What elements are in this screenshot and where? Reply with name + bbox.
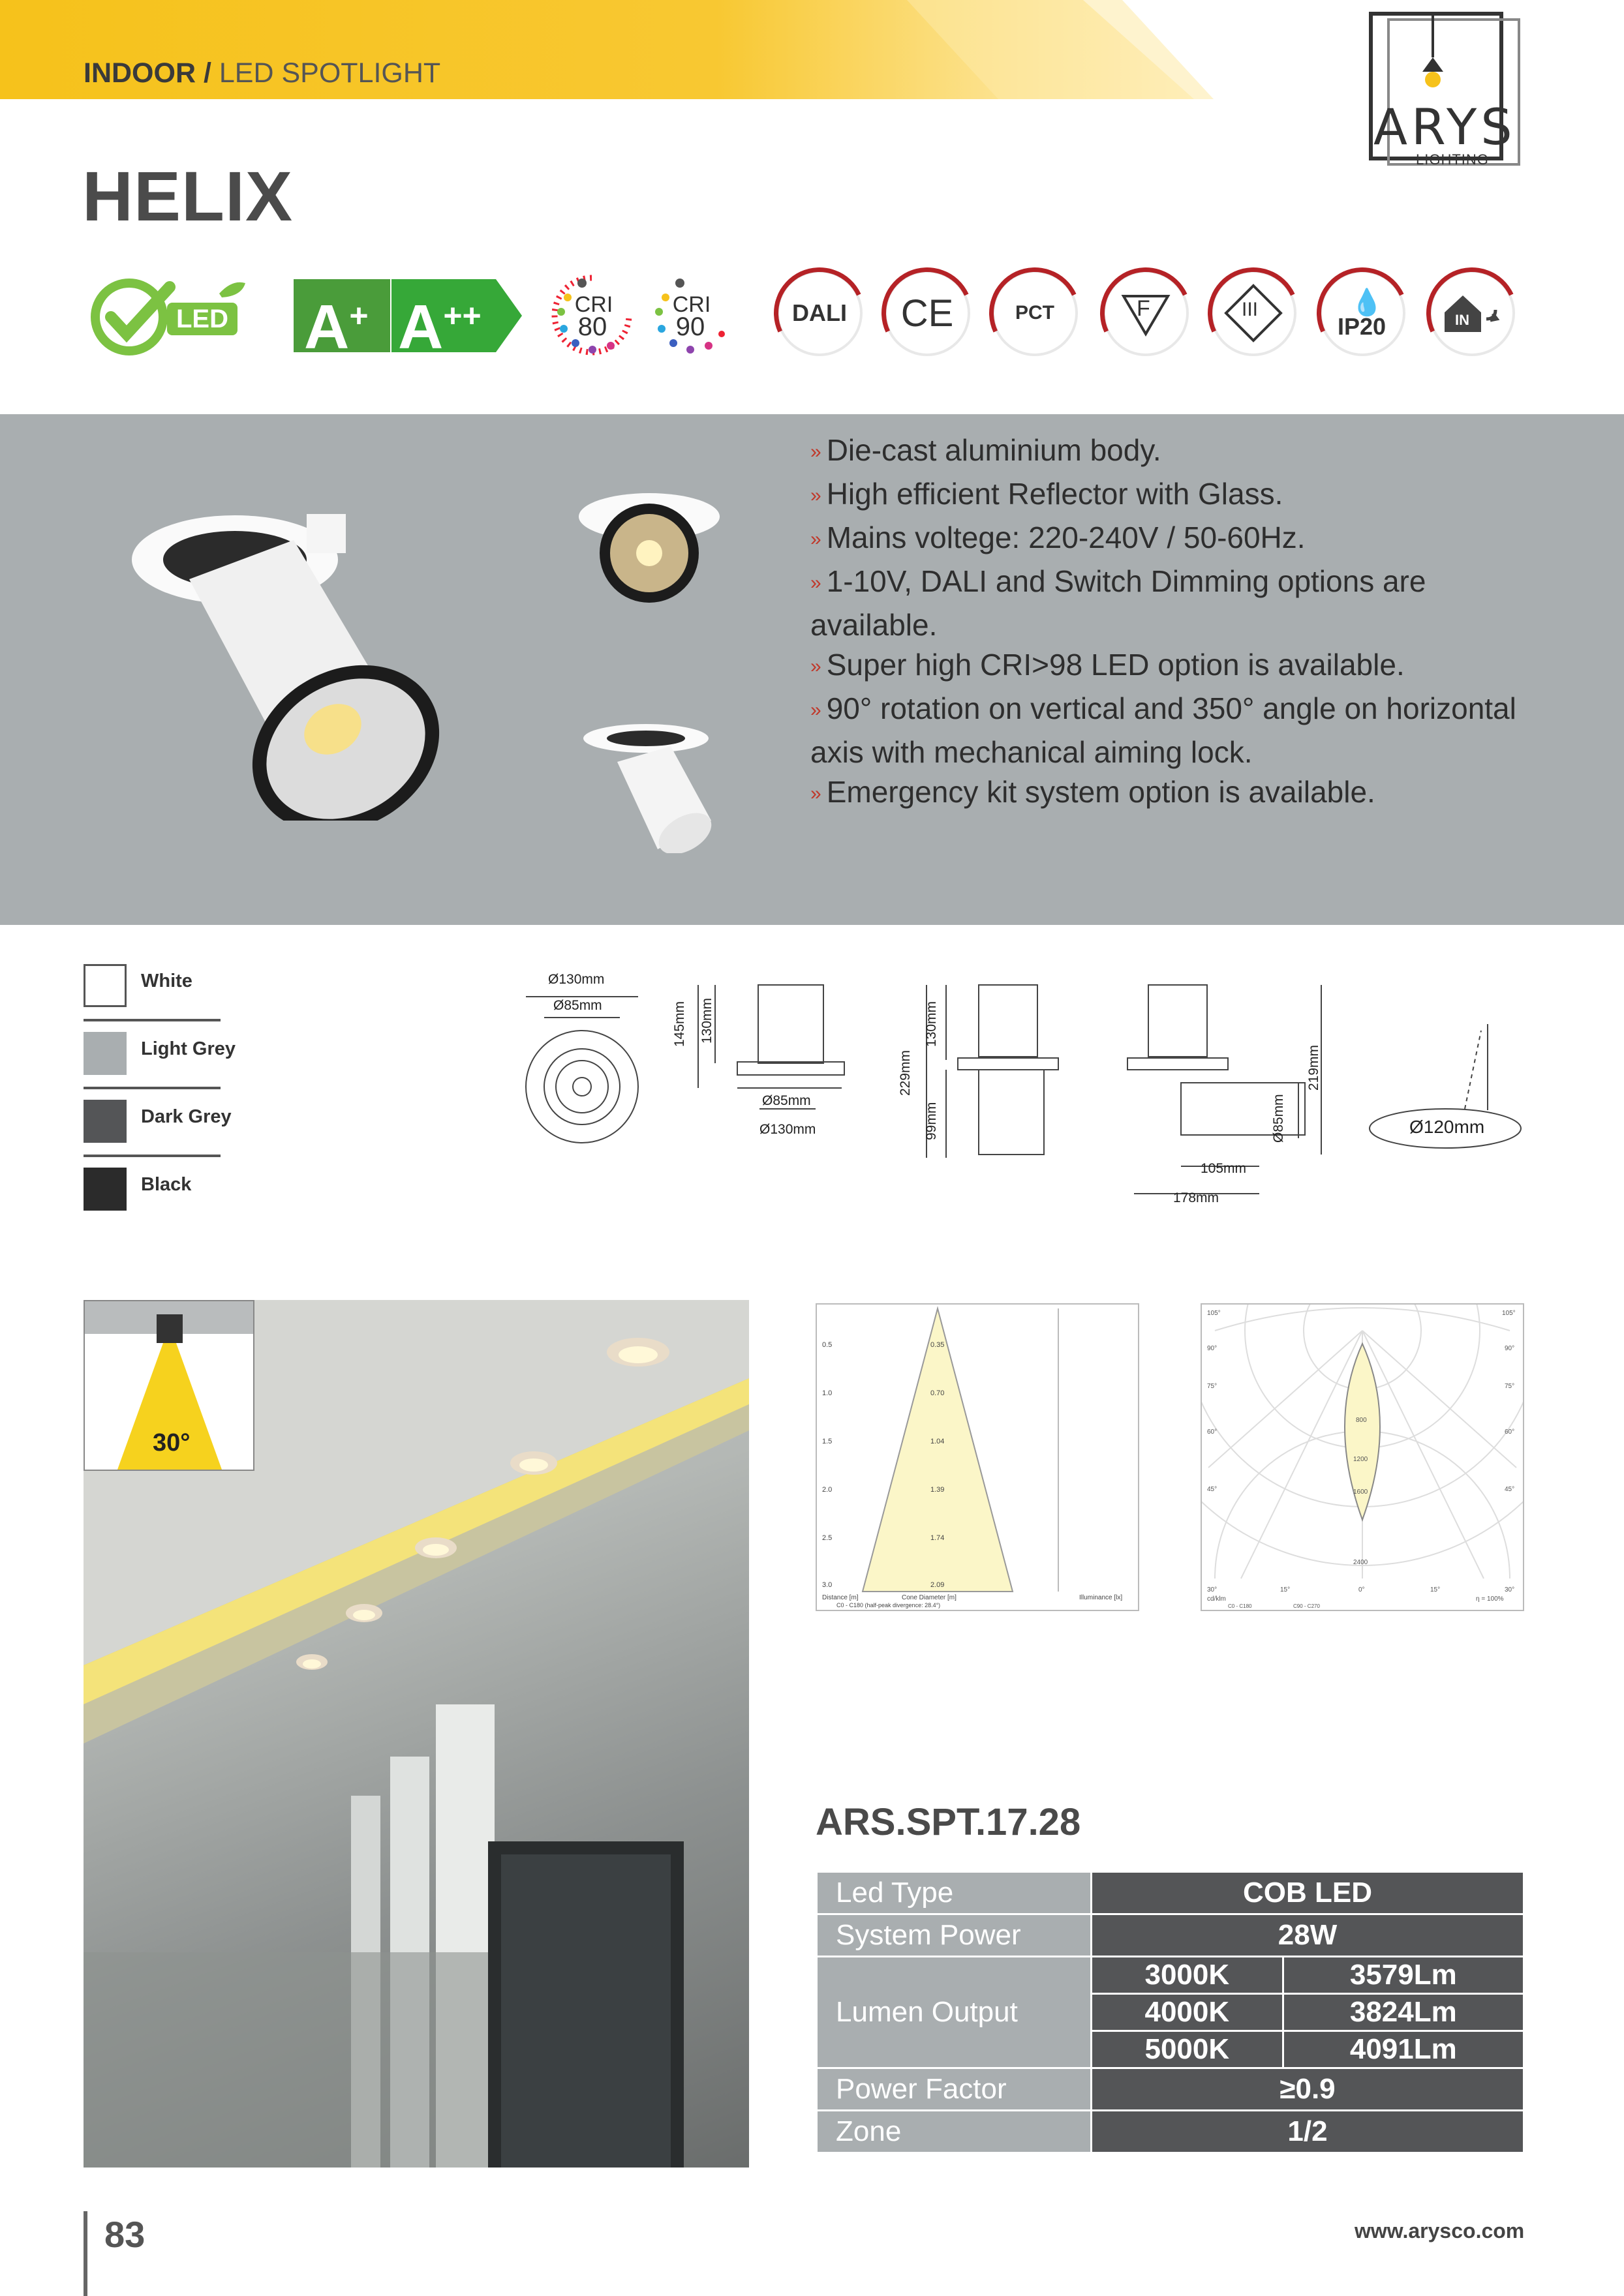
energy-a-plusplus (398, 280, 482, 363)
polar-ring: 1600 (1353, 1488, 1368, 1496)
energy-a-plus (304, 280, 369, 363)
polar-angle: 105° (1502, 1310, 1516, 1317)
feature-item: » High efficient Reflector with Glass. (810, 477, 1283, 511)
ip20-icon (1319, 270, 1405, 356)
spec-value: COB LED (1092, 1872, 1524, 1914)
feature-text: Mains voltege: 220-240V / 50-60Hz. (826, 521, 1306, 554)
cri-80-value: 80 (577, 312, 607, 341)
website-link[interactable]: www.arysco.com (1355, 2219, 1525, 2243)
dim-w105: 105mm (1201, 1161, 1247, 1176)
spec-lumen: 3579Lm (1283, 1957, 1524, 1994)
cone-mid-label: Cone Diameter [m] (902, 1594, 957, 1601)
logo-sub: LIGHTING (1416, 151, 1489, 168)
spec-key: Led Type (817, 1872, 1092, 1914)
polar-diagram (1201, 1303, 1524, 1611)
product-image-main (130, 501, 496, 821)
cone-diameter: 1.39 (930, 1486, 945, 1494)
dali-icon (776, 270, 863, 356)
dim-d130: Ø130mm (548, 972, 605, 987)
cone-diagram (816, 1303, 1139, 1611)
cri-80-icon (548, 271, 636, 359)
spec-cct: 5000K (1092, 2031, 1283, 2068)
spec-key: Power Factor (817, 2068, 1092, 2111)
dim-h145: 145mm (672, 1001, 687, 1047)
beam-angle-box (84, 1300, 254, 1471)
spec-key: Lumen Output (817, 1957, 1092, 2068)
polar-angle: 45° (1505, 1486, 1515, 1493)
table-row (817, 2068, 1524, 2111)
spec-lumen: 4091Lm (1283, 2031, 1524, 2068)
features-list (810, 430, 1548, 816)
spec-value: ≥0.9 (1092, 2068, 1524, 2111)
color-swatch-light-grey (84, 1032, 127, 1075)
dali-label: DALI (792, 299, 847, 326)
color-swatch-white (84, 964, 127, 1007)
polar-angle: 30° (1207, 1586, 1218, 1594)
f-mark-label: F (1137, 296, 1150, 321)
spec-cct: 4000K (1092, 1994, 1283, 2031)
cone-diameter: 0.35 (930, 1341, 945, 1349)
category-main: INDOOR / (84, 57, 211, 89)
cone-distance: 1.5 (822, 1438, 833, 1445)
dim-d85-vertical: Ø85mm (1271, 1094, 1286, 1143)
color-label-dark-grey: Dark Grey (141, 1106, 232, 1127)
dim-d85: Ø85mm (553, 998, 602, 1013)
feature-item: » 1-10V, DALI and Switch Dimming options are available. (810, 564, 1426, 642)
cone-xlabel: Distance [m] (822, 1594, 859, 1601)
feature-item: » Emergency kit system option is available. (810, 775, 1375, 809)
cone-diameter: 0.70 (930, 1389, 945, 1397)
cone-distance: 3.0 (822, 1581, 833, 1589)
category-sub: LED SPOTLIGHT (219, 57, 441, 89)
energy-a-pp-sup: ++ (443, 297, 482, 334)
spec-value: 28W (1092, 1914, 1524, 1957)
indoor-icon (1429, 270, 1515, 356)
product-code: ARS.SPT.17.28 (816, 1801, 1081, 1843)
polar-ring: 1200 (1353, 1456, 1368, 1463)
product-image-side (581, 723, 724, 853)
cri-80-label: CRI (574, 292, 613, 317)
feature-text: Super high CRI>98 LED option is available. (826, 648, 1405, 682)
indoor-label: IN (1455, 312, 1469, 328)
feature-text: Emergency kit system option is available. (826, 775, 1375, 809)
table-row (817, 2111, 1524, 2153)
polar-angle: 75° (1207, 1383, 1218, 1390)
polar-angle: 60° (1505, 1428, 1515, 1436)
feature-item: » 90° rotation on vertical and 350° angle on horizontal axis with mechanical aiming lock. (810, 691, 1516, 769)
led-badge-icon (89, 274, 258, 359)
dim-h130b: 130mm (924, 1001, 939, 1047)
feature-text: High efficient Reflector with Glass. (826, 477, 1283, 511)
eac-pct-icon (992, 270, 1078, 356)
polar-angle: 15° (1280, 1586, 1291, 1594)
cone-distance: 1.0 (822, 1389, 833, 1397)
polar-angle: 90° (1505, 1345, 1515, 1352)
spec-key: System Power (817, 1914, 1092, 1957)
dim-h219: 219mm (1306, 1044, 1321, 1091)
spec-key: Zone (817, 2111, 1092, 2153)
cri-90-label: CRI (672, 292, 711, 317)
eac-label: PCT (1015, 302, 1054, 324)
polar-angle: 105° (1207, 1310, 1221, 1317)
drop-icon: 💧 (1351, 288, 1383, 317)
f-mark-icon (1103, 270, 1189, 356)
page-marker (84, 2211, 87, 2296)
spec-lumen: 3824Lm (1283, 1994, 1524, 2031)
polar-legend: C0 - C180 (1228, 1603, 1252, 1609)
spec-cct: 3000K (1092, 1957, 1283, 1994)
ip-label: IP20 (1338, 313, 1387, 340)
energy-a-plus-sup: + (349, 297, 369, 334)
divider (84, 1019, 221, 1021)
product-title: HELIX (82, 157, 294, 235)
feature-text: 90° rotation on vertical and 350° angle on horizontal axis with mechanical aiming lock. (810, 691, 1516, 769)
cri-90-value: 90 (675, 312, 705, 341)
product-image-front (574, 491, 724, 608)
house-icon (1441, 290, 1503, 336)
polar-angle: 30° (1505, 1586, 1515, 1594)
dim-h130: 130mm (699, 997, 714, 1044)
polar-unit: cd/klm (1207, 1595, 1226, 1603)
polar-ring: 2400 (1353, 1559, 1368, 1566)
color-label-light-grey: Light Grey (141, 1038, 236, 1059)
cone-distance: 0.5 (822, 1341, 833, 1349)
polar-legend: C90 - C270 (1293, 1603, 1320, 1609)
ce-icon (884, 270, 970, 356)
logo-name: ARYS (1373, 98, 1516, 156)
spec-table (816, 1871, 1525, 2154)
table-row (817, 1914, 1524, 1957)
cone-legend: C0 - C180 (half-peak divergence: 28.4°) (836, 1602, 941, 1609)
polar-angle: 45° (1207, 1486, 1218, 1493)
color-label-black: Black (141, 1174, 192, 1195)
table-row (817, 1957, 1524, 1994)
dim-b85: Ø85mm (762, 1093, 811, 1108)
polar-angle: 15° (1430, 1586, 1441, 1594)
color-label-white: White (141, 971, 192, 991)
class-3-icon (1210, 270, 1296, 356)
table-row (817, 1872, 1524, 1914)
energy-a-pp-letter: A (398, 292, 444, 362)
cone-diameter: 1.74 (930, 1534, 945, 1542)
polar-efficiency: η = 100% (1476, 1595, 1504, 1603)
color-swatch-black (84, 1168, 127, 1211)
feature-item: » Mains voltege: 220-240V / 50-60Hz. (810, 521, 1306, 554)
energy-a-plus-letter: A (304, 292, 350, 362)
feature-item: » Super high CRI>98 LED option is available. (810, 648, 1405, 682)
dim-w178: 178mm (1173, 1190, 1219, 1205)
dim-h229: 229mm (898, 1050, 913, 1096)
category-breadcrumb (84, 57, 440, 89)
beam-angle-label: 30° (153, 1429, 191, 1457)
dim-cutout: Ø120mm (1409, 1117, 1485, 1137)
feature-text: Die-cast aluminium body. (826, 433, 1161, 467)
dim-b130: Ø130mm (759, 1122, 816, 1137)
led-badge-text: LED (176, 305, 228, 333)
cone-diameter: 2.09 (930, 1581, 945, 1589)
feature-item: » Die-cast aluminium body. (810, 433, 1161, 467)
page-number: 83 (104, 2214, 146, 2255)
class-3-label: III (1242, 299, 1259, 320)
ce-label: CE (900, 292, 954, 335)
polar-angle: 90° (1207, 1345, 1218, 1352)
cone-distance: 2.5 (822, 1534, 833, 1542)
polar-angle: 0° (1358, 1586, 1365, 1594)
cone-diagram-svg (817, 1305, 1138, 1610)
color-swatch-dark-grey (84, 1100, 127, 1143)
dim-h99: 99mm (924, 1102, 939, 1140)
cone-diameter: 1.04 (930, 1438, 945, 1445)
polar-angle: 75° (1505, 1383, 1515, 1390)
divider (84, 1087, 221, 1089)
cone-right-label: Illuminance [lx] (1079, 1594, 1123, 1601)
polar-angle: 60° (1207, 1428, 1218, 1436)
polar-ring: 800 (1356, 1417, 1367, 1424)
feature-text: 1-10V, DALI and Switch Dimming options are available. (810, 564, 1426, 642)
divider (84, 1155, 221, 1157)
cone-distance: 2.0 (822, 1486, 833, 1494)
spec-value: 1/2 (1092, 2111, 1524, 2153)
cri-90-icon (646, 271, 733, 359)
